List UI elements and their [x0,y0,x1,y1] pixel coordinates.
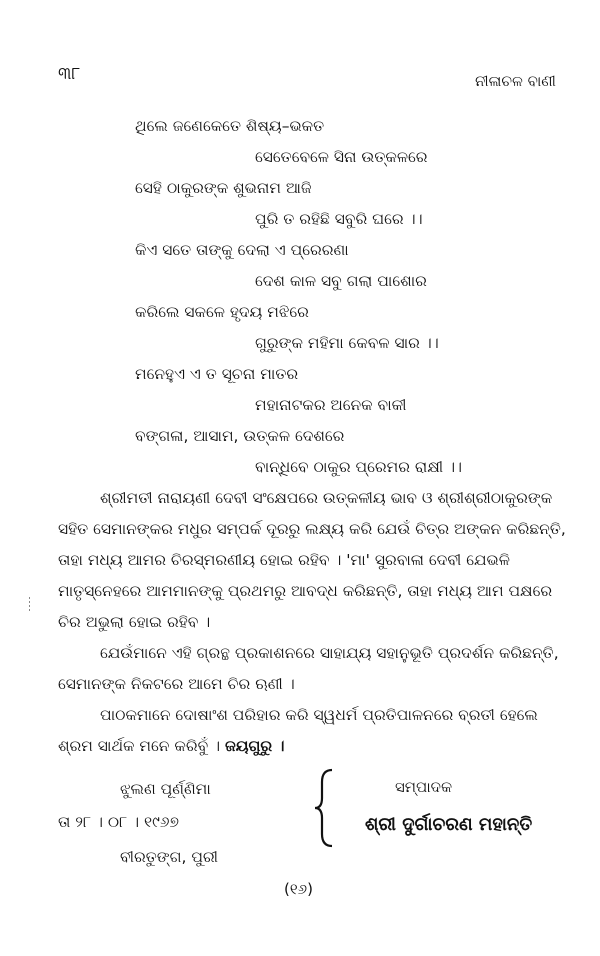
editor-title: ସମ୍ପାଦକ [395,778,453,796]
closing-text: ଶ୍ରମ ସାର୍ଥକ ମନେ କରିବୁଁ । [58,737,221,755]
poem-line: ଦେଶ କାଳ ସବୁ ଗଲା ପାଶୋର [255,272,427,290]
running-title: ନୀଳାଚଳ ବାଣୀ [475,72,556,90]
paragraph-line: ଶ୍ରୀମତୀ ନାରାୟଣୀ ଦେବୀ ସଂକ୍ଷେପରେ ଉତ୍କଳୀୟ ଭାବ ଓ ଶ୍ରୀଶ୍ରୀଠାକୁରଙ୍କ [100,489,553,507]
curly-brace [312,768,338,848]
poem-line: ଗୁରୁଙ୍କ ମହିମା କେବଳ ସାର ।। [255,334,439,352]
poem-line: ଥିଲେ ଜଣେକେତେ ଶିଷ୍ୟ–ଭକତ [135,117,325,135]
poem-line: ସେହି ଠାକୁରଙ୍କ ଶୁଭନାମ ଆଜି [135,179,312,197]
poem-line: ମହାନାଟକର ଅନେକ ବାକୀ [255,396,407,414]
folio-number: (୧୬) [284,880,313,898]
paragraph-line: ଚିର ଅଭୁଲା ହୋଇ ରହିବ । [58,613,211,631]
paragraph-line: ସେମାନଙ୍କ ନିକଟରେ ଆମେ ଚିର ଋଣୀ । [58,675,295,693]
poem-line: ମନେହୁଏ ଏ ତ ସୂଚନା ମାତର [135,365,299,383]
paragraph-line: ଯେଉଁମାନେ ଏହି ଗ୍ରନ୍ଥ ପ୍ରକାଶନରେ ସାହାଯ୍ୟ ସହାନୁଭୂତି ପ୍ରଦର୍ଶନ କରିଛନ୍ତି, [100,644,559,662]
poem-line: ସେତେବେଳେ ସିନା ଉତ୍କଳରେ [255,148,428,166]
paragraph-line: ତାହା ମଧ୍ୟ ଆମର ଚିରସ୍ମରଣୀୟ ହୋଇ ରହିବ । 'ମା' ସୁରବାଳା ଦେବୀ ଯେଭଳି [58,551,510,569]
poem-line: କିଏ ସତେ ତାଙ୍କୁ ଦେଲା ଏ ପ୍ରେରଣା [135,241,349,259]
place: ବୀରତୁଙ୍ଗ, ପୁରୀ [120,848,219,866]
paragraph-line: ପାଠକମାନେ ଦୋଷାଂଶ ପରିହାର କରି ସ୍ୱଧର୍ମ ପ୍ରତିପାଳନରେ ବ୍ରତୀ ହେଲେ [100,706,538,724]
occasion: ଝୁଲଣ ପୂର୍ଣ୍ଣିମା [120,780,211,798]
paragraph-line [58,736,285,756]
poem-line: ପୁରି ତ ରହିଛି ସବୁରି ଘରେ ।। [255,210,423,228]
poem-line: ବଙ୍ଗଳା, ଆସାମ, ଉତ୍କଳ ଦେଶରେ [135,427,345,445]
date: ତା ୨୮ । ୦୮ । ୧୯୬୭ [58,813,180,831]
editor-name: ଶ୍ରୀ ଦୁର୍ଗାଚରଣ ମହାନ୍ତି [365,814,533,835]
poem-line: ବାନ୍ଧିବେ ଠାକୁର ପ୍ରେମର ରାକ୍ଷୀ ।। [255,458,463,476]
jayaguru-salutation: ଜୟଗୁରୁ । [225,737,285,755]
margin-mark [28,596,31,610]
paragraph-line: ସହିତ ସେମାନଙ୍କର ମଧୁର ସମ୍ପର୍କ ଦୂରରୁ ଲକ୍ଷ୍ୟ କରି ଯେଉଁ ଚିତ୍ର ଅଙ୍କନ କରିଛନ୍ତି, [58,520,566,538]
paragraph-line: ମାତୃସ୍ନେହରେ ଆମମାନଙ୍କୁ ପ୍ରଥମରୁ ଆବଦ୍ଧ କରିଛନ୍ତି, ତାହା ମଧ୍ୟ ଆମ ପକ୍ଷରେ [58,582,553,600]
poem-line: କରିଲେ ସକଳେ ହୃଦୟ ମଝିରେ [135,303,309,321]
page-number: ୩୮ [58,64,81,84]
